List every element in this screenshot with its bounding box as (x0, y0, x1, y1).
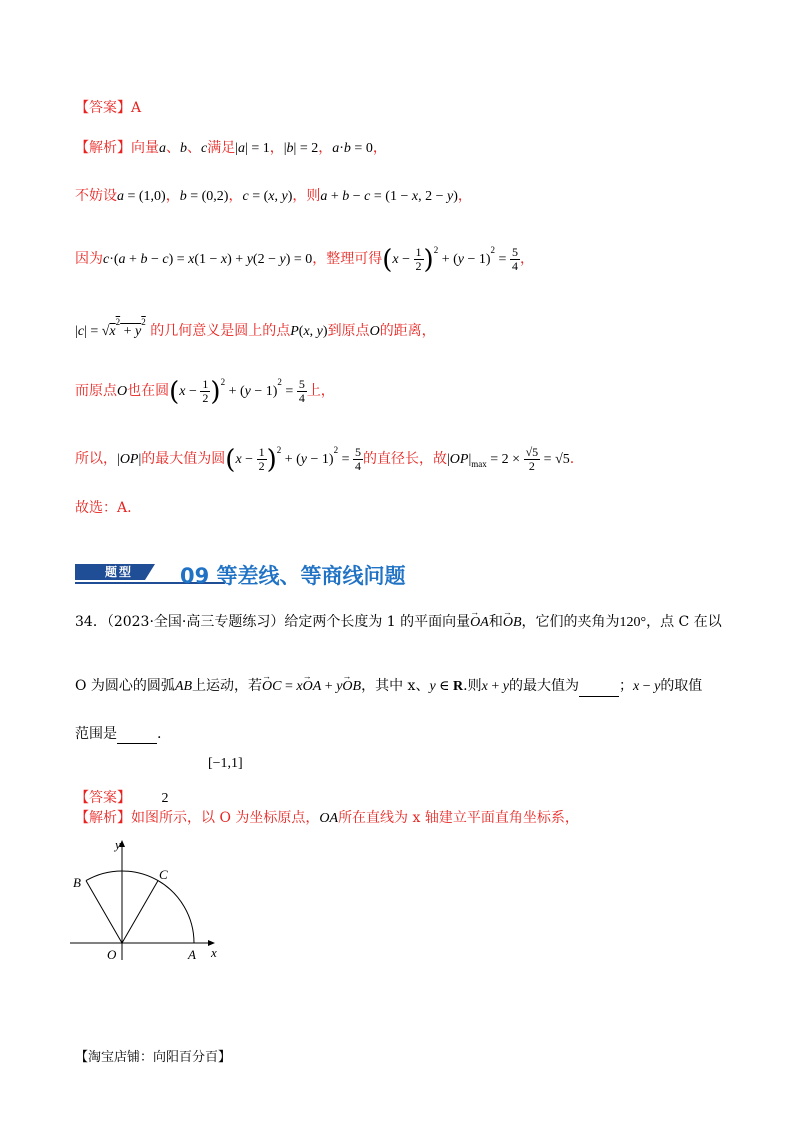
x-label: x (211, 945, 217, 960)
section-title: 09 等差线、等商线问题 (180, 564, 406, 588)
text: ，其中 x、 (361, 678, 430, 694)
point-O-label: O (107, 947, 117, 962)
segment-OC (122, 881, 158, 943)
text: ，则 (292, 188, 321, 204)
segment-OB (86, 881, 122, 943)
text: 而原点 (75, 383, 117, 399)
answer-value-2: [−1,1] (208, 756, 243, 771)
text: ，它们的夹角为 (521, 614, 620, 630)
text: 所以， (75, 451, 117, 467)
text: 因为 (75, 251, 103, 267)
text: 的最大值为 (508, 678, 579, 694)
analysis-2-line: 【解析】如图所示，以 O 为坐标原点，OA所在直线为 x 轴建立平面直角坐标系， (75, 810, 579, 826)
analysis-line-3: 因为c·(a + b − c) = x(1 − x) + y(2 − y) = 0，整理可得(x − $\frac{1}{2}$ )$^2 + (y - 1)^2$ = $\frac{5}{4}$ ， (75, 244, 534, 275)
analysis-tag-2: 【解析】 (75, 810, 131, 826)
arc-AB (86, 871, 194, 943)
analysis-conclusion: 故选：A. (75, 500, 132, 516)
text: 120° (619, 615, 647, 630)
text: 和 (488, 614, 503, 630)
text: 的取值 (660, 678, 703, 694)
point-B-label: B (73, 875, 81, 890)
question-34-line-2: O 为圆心的圆弧AB上运动，若→ OC = x→ OA + y→ OB，其中 x、y ∈ R.则x + y的最大值为 ；x − y的取值 (75, 676, 702, 697)
text: 到原点 (327, 323, 370, 339)
question-34-line-1: 34．（2023·全国·高三专题练习）给定两个长度为 1 的平面向量→ OA和→ OB，它们的夹角为120°，点 C 在以 (75, 612, 722, 633)
text: 向量 (131, 140, 159, 156)
text: 不妨设 (75, 188, 117, 204)
text: 的距离， (379, 323, 436, 339)
text: ； (618, 678, 633, 694)
answer-tag: 【答案】 (75, 100, 131, 116)
answer-line-2 (75, 788, 168, 809)
point-A-label: A (188, 947, 196, 962)
text: 也在圆 (127, 383, 170, 399)
point-C-label: C (159, 867, 168, 882)
blank-2 (117, 729, 157, 744)
text: ，整理可得 (312, 251, 383, 267)
y-label: y (115, 837, 121, 852)
text: .则 (463, 678, 482, 694)
analysis-line-6: 所以，|OP|的最大值为圆(x − $\frac{1}{2}$ )$^2 + (y - 1)^2$ = $\frac{5}{4}$ 的直径长，故$|OP|_{max} = 2$ × $\frac{√5}{2}$ = √5. (75, 444, 575, 475)
text: 范围是 (75, 726, 117, 742)
footer-shop: 【淘宝店铺：向阳百分百】 (75, 1050, 232, 1065)
text: ，点 C 在以 (646, 614, 722, 630)
text: 的直径长，故 (362, 451, 447, 467)
section-heading (75, 556, 435, 592)
coordinate-figure (60, 835, 230, 970)
text: 所在直线为 x 轴建立平面直角坐标系， (338, 810, 579, 826)
question-34-line-3: 范围是 . (75, 726, 162, 742)
analysis-line-4: $|c| = √x^2 + y^2$ 的几何意义是圆上的点P(x, y)到原点O的距离， (75, 317, 436, 339)
answer-line (75, 98, 141, 118)
text: O 为圆心的圆弧 (75, 678, 175, 694)
analysis-line-2: 不妨设a = (1,0)，b = (0,2)，c = (x, y)，则a + b − c = (1 − x, 2 − y)， (75, 188, 472, 204)
text: 的几何意义是圆上的点 (150, 323, 291, 339)
text: 上运动，若 (192, 678, 263, 694)
analysis-line-1: 【解析】向量a、b、c满足|a| = 1，|b| = 2，a·b = 0， (75, 140, 387, 156)
answer-value: A (131, 100, 142, 116)
section-bar-tip (145, 564, 155, 580)
text: 上， (306, 383, 335, 399)
text: 满足 (207, 140, 236, 156)
text: 的最大值为圆 (141, 451, 226, 467)
blank-1 (579, 682, 619, 697)
answer-value-1: 2 (161, 791, 169, 806)
answer-tag-2: 【答案】 (75, 790, 131, 806)
section-label: 题型 (105, 565, 134, 579)
analysis-line-5: 而原点O也在圆(x − $\frac{1}{2}$ )$^2 + (y - 1)^2$ = $\frac{5}{4}$ 上， (75, 376, 335, 407)
text: 34．（2023·全国·高三专题练习）给定两个长度为 1 的平面向量 (75, 614, 471, 630)
text: 如图所示，以 O 为坐标原点， (131, 810, 320, 826)
analysis-tag: 【解析】 (75, 140, 131, 156)
